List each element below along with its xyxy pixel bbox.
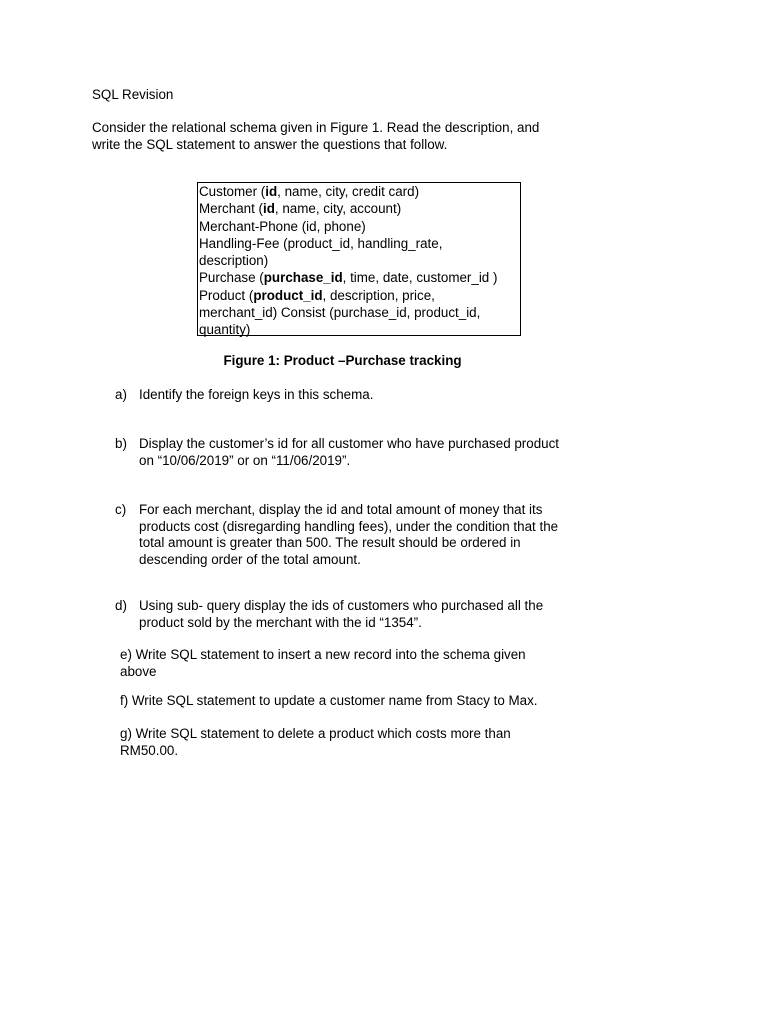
schema-merchant-phone: Merchant-Phone (id, phone) [199,218,366,234]
intro-line: Consider the relational schema given in Figure 1. Read the description, and [92,120,540,135]
question-label: a) [115,387,127,402]
primary-key: id [263,201,275,217]
figure-caption: Figure 1: Product –Purchase tracking [223,353,462,368]
question-line: product sold by the merchant with the id “1354”. [139,614,422,630]
question-line: Using sub- query display the ids of customers who purchased all the [139,598,544,613]
question-label: c) [115,502,127,517]
document-title: SQL Revision [92,87,174,102]
schema-product: Product (product_id, description, price, [199,287,435,303]
question-line: descending order of the total amount. [139,551,361,567]
schema-purchase: Purchase (purchase_id, time, date, customer_id ) [199,270,498,286]
question-e [120,647,590,680]
question-line: Display the customer’s id for all customer who have purchased product [139,436,560,451]
schema-handling-fee: Handling-Fee (product_id, handling_rate, [199,235,443,251]
schema-consist-cont: quantity) [199,322,251,338]
question-f [120,693,590,710]
schema-product-consist: merchant_id) Consist (purchase_id, product_id, [199,305,481,321]
question-label: b) [115,436,127,451]
question-g [120,726,590,759]
primary-key: product_id [253,287,323,303]
intro-line: write the SQL statement to answer the questions that follow. [92,136,448,152]
question-line: Identify the foreign keys in this schema. [139,387,374,402]
schema-handling-fee-cont: description) [199,253,269,269]
question-line: RM50.00. [120,742,179,758]
intro-paragraph [92,120,592,153]
primary-key: purchase_id [263,270,343,286]
question-line: total amount is greater than 500. The result should be ordered in [139,535,521,550]
question-a [115,387,595,404]
schema-customer: Customer (id, name, city, credit card) [199,184,420,199]
question-label: d) [115,598,127,613]
schema-merchant: Merchant (id, name, city, account) [199,201,402,217]
question-line: For each merchant, display the id and total amount of money that its [139,502,543,517]
question-line: products cost (disregarding handling fees), under the condition that the [139,518,559,534]
question-line: on “10/06/2019” or on “11/06/2019”. [139,452,351,468]
question-line: above [120,663,157,679]
question-line: f) Write SQL statement to update a customer name from Stacy to Max. [120,693,538,708]
primary-key: id [265,184,278,199]
question-c [115,502,595,568]
question-b [115,436,595,469]
question-line: g) Write SQL statement to delete a product which costs more than [120,726,511,741]
schema-figure-box [197,182,521,336]
question-line: e) Write SQL statement to insert a new record into the schema given [120,647,526,662]
question-d [115,598,595,631]
